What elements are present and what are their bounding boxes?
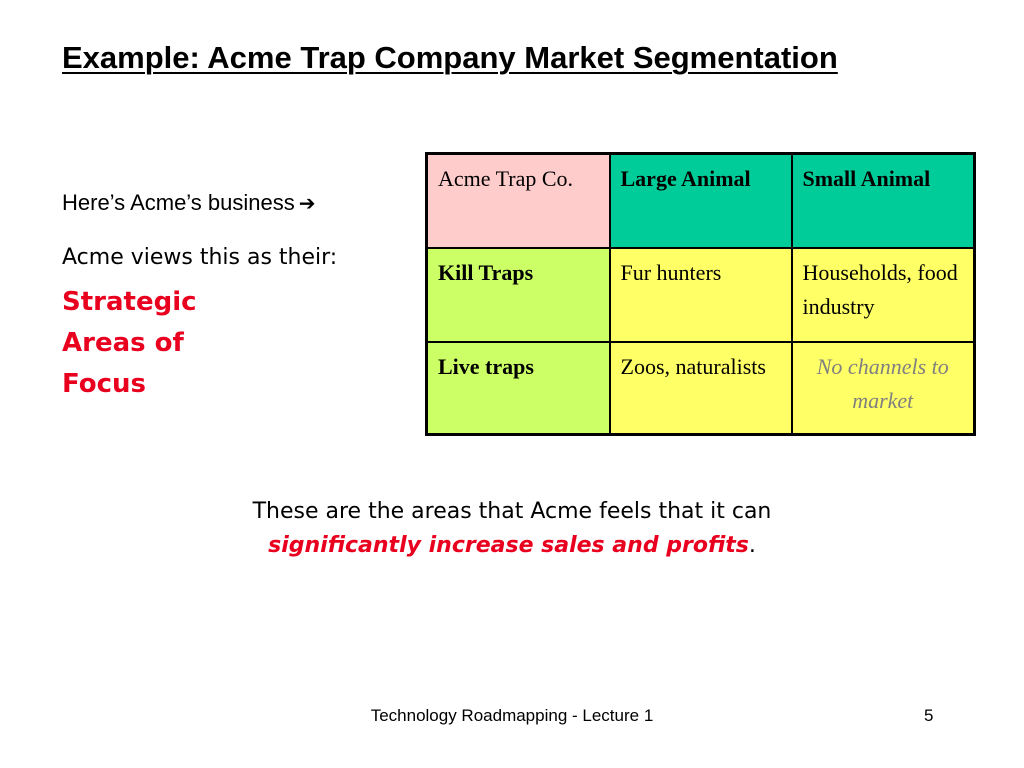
- corner-cell: Acme Trap Co.: [427, 154, 610, 248]
- column-header-small-animal: Small Animal: [792, 154, 975, 248]
- summary-line-2: [0, 529, 1024, 563]
- slide-footer: Technology Roadmapping - Lecture 1: [370, 706, 654, 725]
- column-header-large-animal: Large Animal: [610, 154, 792, 248]
- summary-emphasis: significantly increase sales and profits: [268, 533, 749, 558]
- areas-line: Strategic: [62, 287, 197, 317]
- table-cell-no-channels: No channels to market: [792, 342, 975, 435]
- business-text: Here’s Acme’s business: [62, 190, 295, 215]
- areas-line: Focus: [62, 369, 146, 399]
- views-label: Acme views this as their:: [62, 245, 338, 270]
- strategic-areas-label: [62, 282, 197, 405]
- business-label: [62, 190, 316, 216]
- row-header-live-traps: Live traps: [427, 342, 610, 435]
- summary-text: [0, 495, 1024, 563]
- right-arrow-icon: ➔: [298, 191, 316, 215]
- table-cell: Households, food industry: [792, 248, 975, 342]
- page-number: 5: [924, 706, 934, 725]
- table-row: [427, 248, 975, 342]
- table-header-row: [427, 154, 975, 248]
- summary-line-1: These are the areas that Acme feels that it can: [252, 499, 772, 524]
- slide-title: Example: Acme Trap Company Market Segmentation: [62, 40, 838, 75]
- table-cell: Zoos, naturalists: [610, 342, 792, 435]
- table-cell: Fur hunters: [610, 248, 792, 342]
- summary-period: .: [748, 533, 756, 558]
- row-header-kill-traps: Kill Traps: [427, 248, 610, 342]
- areas-line: Areas of: [62, 328, 184, 358]
- segmentation-table: [425, 152, 976, 436]
- table-row: [427, 342, 975, 435]
